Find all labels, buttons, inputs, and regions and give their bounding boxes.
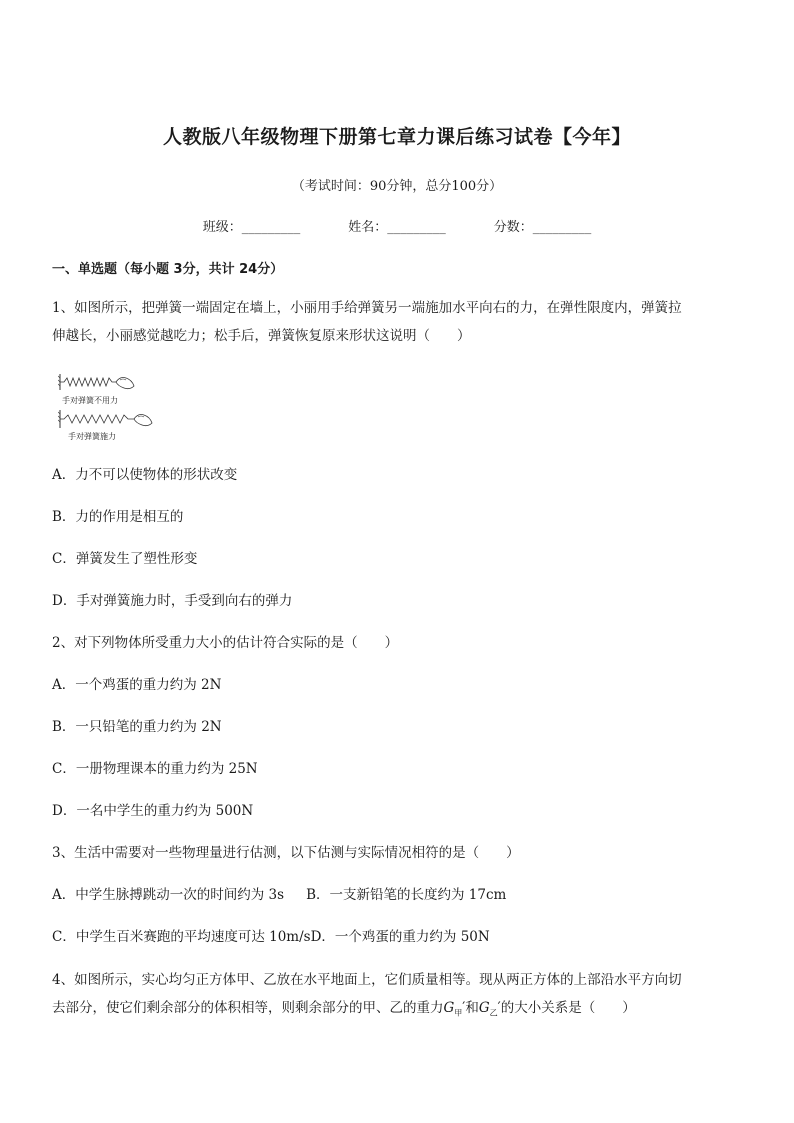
question-2-option-a: A．一个鸡蛋的重力约为 2N [52,677,222,693]
g-jia-symbol: $G_甲'$ [443,1000,466,1018]
class-field: 班级：_________ [202,220,301,235]
question-1-option-c: C．弹簧发生了塑性形变 [52,551,198,567]
question-1-line-1: 1、如图所示，把弹簧一端固定在墙上，小丽用手给弹簧另一端施加水平向右的力，在弹性限度内，弹簧拉 [52,300,682,316]
question-2-option-b: B．一只铅笔的重力约为 2N [52,719,222,735]
score-field: 分数：_________ [493,220,592,235]
question-3-text: 3、生活中需要对一些物理量进行估测，以下估测与实际情况相符的是（ ） [52,845,520,861]
g-yi-symbol: $G_乙'$ [478,1000,501,1018]
page-title: 人教版八年级物理下册第七章力课后练习试卷【今年】 [162,126,631,148]
name-field: 姓名：_________ [348,220,446,235]
question-3-options-row-2 [52,927,490,947]
question-3-option-a: A．中学生脉搏跳动一次的时间约为 3s [52,887,285,903]
question-4-line-1: 4、如图所示，实心均匀正方体甲、乙放在水平地面上，它们质量相等。现从两正方体的上部沿水平方向切 [52,972,682,988]
question-1-option-d: D．手对弹簧施力时，手受到向右的弹力 [52,593,293,609]
question-3-option-c: C．中学生百米赛跑的平均速度可达 10m/s [52,929,311,945]
question-2-option-d: D．一名中学生的重力约为 500N [52,803,254,819]
exam-subtitle: （考试时间：90分钟，总分100分） [291,179,503,194]
question-1-line-2: 伸越长，小丽感觉越吃力；松手后，弹簧恢复原来形状这说明（ ） [52,328,471,344]
figure-caption-top: 手对弹簧不用力 [62,396,118,405]
student-info-row [0,216,794,235]
question-1-text [52,294,742,350]
question-2-option-c: C．一册物理课本的重力约为 25N [52,761,258,777]
question-2-text: 2、对下列物体所受重力大小的估计符合实际的是（ ） [52,635,399,651]
question-3-option-d: D．一个鸡蛋的重力约为 50N [310,929,490,945]
question-4-line-2: 去部分，使它们剩余部分的体积相等，则剩余部分的甲、乙的重力$G_甲'$和$G_乙'$的大小关系是（ ） [52,1000,636,1018]
figure-caption-bottom: 手对弹簧施力 [68,432,116,441]
spring-figure [58,370,168,442]
question-1-option-b: B．力的作用是相互的 [52,509,184,525]
question-3-option-b: B．一支新铅笔的长度约为 17cm [306,887,507,903]
question-4-text [52,966,742,1028]
question-1-option-a: A．力不可以使物体的形状改变 [52,467,238,483]
question-3-options-row-1 [52,885,506,905]
section-heading: 一、单选题（每小题 3分，共计 24分） [52,262,284,277]
